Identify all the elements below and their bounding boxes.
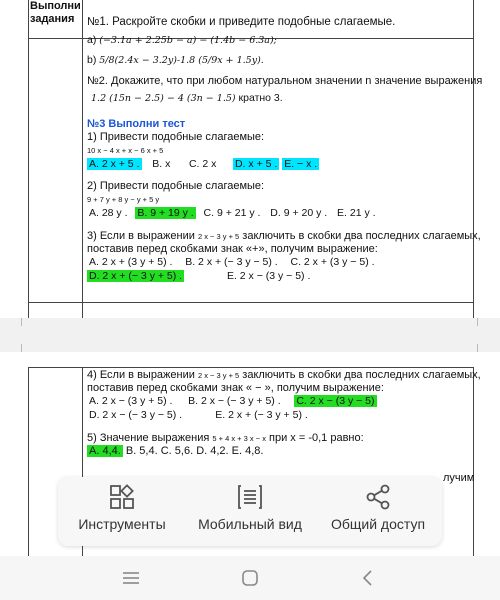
overflow-text: лучим	[443, 472, 475, 484]
q5-option-e: E. 4,8.	[231, 445, 264, 457]
q1-expr: 10 x − 4 x + x − 6 x + 5	[87, 146, 164, 155]
q4-option-b: B. 2 x − (− 3 y + 5) .	[188, 395, 281, 407]
task1-a-expr: (−3.1a + 2.25b − a) − (1.4b − 6.3a);	[99, 35, 277, 46]
q3-option-d: D. 2 x + (− 3 y + 5) .	[89, 270, 183, 282]
home-square-icon[interactable]	[240, 568, 260, 588]
task2-expr: 1.2 (15n − 2.5) − 4 (3n − 1.5)	[91, 93, 236, 104]
share-icon	[364, 483, 392, 511]
share-button[interactable]	[314, 483, 442, 532]
q3-option-a: A. 2 x + (3 y + 5) .	[89, 256, 173, 268]
tasks-content	[87, 16, 483, 283]
task2-expr-line: 1.2 (15n − 2.5) − 4 (3n − 1.5) кратно 3.	[91, 92, 283, 104]
q3-expr: 2 x − 3 y + 5	[197, 232, 240, 241]
q3-text: 3) Если в выражении 2 x − 3 y + 5 заключить в скобки два последних слагаемых,	[87, 230, 481, 242]
q4-text: 4) Если в выражении 2 x − 3 y + 5 заключить в скобки два последних слагаемых,	[87, 369, 481, 381]
q3-option-b: B. 2 x + (− 3 y − 5) .	[185, 256, 278, 268]
q4-options-row1	[87, 395, 470, 408]
table-bottom-border	[28, 302, 474, 303]
document-lines-icon	[236, 483, 264, 511]
q4-option-d: D. 2 x − (− 3 y − 5) .	[89, 409, 183, 421]
q5-expr: 5 + 4 x + 3 x − x	[212, 434, 266, 443]
q5-option-d: D. 4,2.	[196, 445, 229, 457]
q2-option-d: D. 9 + 20 y .	[270, 207, 328, 219]
q1-option-d: D. x + 5 .	[234, 158, 278, 170]
q2-options	[87, 207, 470, 220]
q2-option-c: C. 9 + 21 y .	[203, 207, 261, 219]
q2-option-b: B. 9 + 19 y .	[137, 207, 194, 219]
q3-option-e: E. 2 x − (3 y − 5) .	[226, 270, 311, 282]
page2-top-border	[28, 367, 474, 368]
right-border	[473, 0, 474, 318]
q1-option-b: B. x	[152, 158, 171, 170]
q1-option-e: E. − x .	[284, 158, 318, 170]
q2-option-a: A. 28 y .	[89, 207, 128, 219]
bottom-toolbar	[58, 477, 442, 546]
tools-button[interactable]	[58, 483, 186, 532]
tools-label: Инструменты	[78, 516, 166, 532]
q5-option-c: C. 5,6.	[160, 445, 194, 457]
q1-option-a: A. 2 x + 5 .	[89, 158, 140, 170]
task3-title: №3 Выполни тест	[87, 118, 186, 130]
q4-expr: 2 x − 3 y + 5	[197, 371, 240, 380]
share-label: Общий доступ	[330, 516, 426, 532]
q5-option-a: A. 4,4.	[89, 445, 121, 457]
menu-icon[interactable]	[121, 568, 141, 588]
grid-shapes-icon	[108, 483, 136, 511]
task2-title: №2. Докажите, что при любом натуральном значении n значение выражения	[87, 75, 483, 87]
q5-text: 5) Значение выражения 5 + 4 x + 3 x − x при x = -0,1 равно:	[87, 432, 364, 444]
q2-expr: 9 + 7 y + 8 y − y + 5 y	[87, 195, 160, 204]
back-chevron-icon[interactable]	[358, 568, 378, 588]
q4-option-c: C. 2 x − (3 y − 5)	[296, 395, 375, 407]
q3-options-row1	[87, 256, 470, 269]
q3-option-c: C. 2 x + (3 y − 5) .	[290, 256, 375, 268]
left-column	[28, 0, 83, 318]
q5-options	[87, 445, 470, 458]
task1-b: b) 5/8(2.4x − 3.2y)-1.8 (5/9x + 1.5y).	[87, 54, 264, 66]
page-separator	[0, 318, 500, 352]
mobile-view-label: Мобильный вид	[198, 516, 302, 532]
column-header: Выполни задания	[30, 0, 81, 25]
q1-text: 1) Привести подобные слагаемые:	[87, 131, 265, 143]
q1-option-c: C. 2 x	[188, 158, 217, 170]
task1-b-expr: 5/8(2.4x − 3.2y)-1.8 (5/9x + 1.5y).	[99, 55, 264, 66]
q2-option-e: E. 21 y .	[337, 207, 376, 219]
mobile-view-button[interactable]	[186, 483, 314, 532]
q3-options-row2	[87, 270, 470, 283]
q4-option-a: A. 2 x − (3 y + 5) .	[89, 395, 173, 407]
q4-option-e: E. 2 x + (− 3 y + 5) .	[215, 409, 308, 421]
system-nav-bar	[0, 556, 500, 600]
q5-option-b: B. 5,4.	[125, 445, 158, 457]
q4-text-line2: поставив перед скобками знак « − », получим выражение:	[87, 382, 384, 394]
tasks-content-2	[87, 369, 481, 458]
q4-options-row2	[87, 409, 470, 422]
q1-options	[87, 158, 470, 171]
task1-a: а) (−3.1a + 2.25b − a) − (1.4b − 6.3a);	[87, 34, 277, 46]
q2-text: 2) Привести подобные слагаемые:	[87, 180, 265, 192]
q3-text-line2: поставив перед скобками знак «+», получим выражение:	[87, 243, 378, 255]
task1-title: №1. Раскройте скобки и приведите подобные слагаемые.	[87, 16, 396, 28]
